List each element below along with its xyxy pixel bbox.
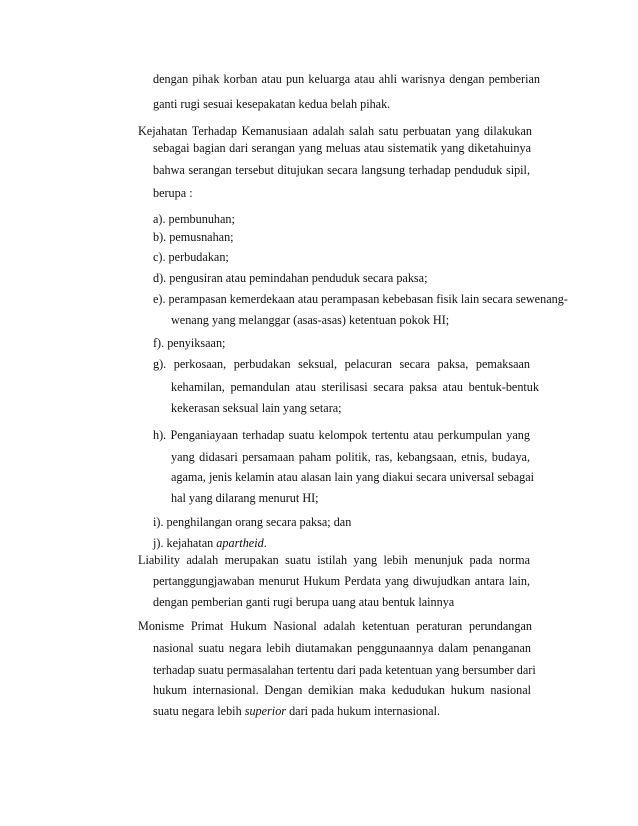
para3-line2: pertanggungjawaban menurut Hukum Perdata yang diwujudkan antara lain, <box>153 574 530 588</box>
para2-line2: sebagai bagian dari serangan yang meluas atau sistematik yang diketahuinya <box>153 141 531 155</box>
para4-line5-italic: superior <box>244 704 287 718</box>
para1-line1: dengan pihak korban atau pun keluarga atau ahli warisnya dengan pemberian <box>153 72 540 86</box>
list-item-h-line3: agama, jenis kelamin atau alasan lain yang diakui secara universal sebagai <box>171 470 534 484</box>
para4-line5 <box>153 704 440 718</box>
list-item-j-italic: apartheid <box>216 536 264 550</box>
list-item-g-line2: kehamilan, pemandulan atau sterilisasi secara paksa atau bentuk-bentuk <box>171 380 539 394</box>
list-item-e-line1: e). perampasan kemerdekaan atau perampasan kebebasan fisik lain secara sewenang- <box>153 292 568 306</box>
list-item-f: f). penyiksaan; <box>153 336 226 350</box>
list-item-h-line2: yang didasari persamaan paham politik, ras, kebangsaan, etnis, budaya, <box>171 450 530 464</box>
list-item-b: b). pemusnahan; <box>153 230 234 244</box>
list-item-g-line1: g). perkosaan, perbudakan seksual, pelacuran secara paksa, pemaksaan <box>153 357 530 371</box>
list-item-h-line1: h). Penganiayaan terhadap suatu kelompok tertentu atau perkumpulan yang <box>153 428 530 442</box>
list-item-e-line2: wenang yang melanggar (asas-asas) ketentuan pokok HI; <box>171 313 450 327</box>
para4-line5-suffix: dari pada hukum internasional. <box>289 704 441 718</box>
list-item-i: i). penghilangan orang secara paksa; dan <box>153 515 352 529</box>
list-item-j-suffix: . <box>263 536 267 550</box>
para3-line1: Liability adalah merupakan suatu istilah yang lebih menunjuk pada norma <box>138 553 530 567</box>
list-item-a: a). pembunuhan; <box>153 212 235 226</box>
list-item-d: d). pengusiran atau pemindahan penduduk secara paksa; <box>153 271 428 285</box>
para4-line2: nasional suatu negara lebih diutamakan penggunaannya dalam penanganan <box>153 641 531 655</box>
para3-line3: dengan pemberian ganti rugi berupa uang atau bentuk lainnya <box>153 595 455 609</box>
para4-line4: hukum internasional. Dengan demikian maka kedudukan hukum nasional <box>153 683 531 697</box>
para4-line5-prefix: suatu negara lebih <box>153 704 242 718</box>
para4-line1: Monisme Primat Hukum Nasional adalah ketentuan peraturan perundangan <box>138 619 532 633</box>
para2-line1: Kejahatan Terhadap Kemanusiaan adalah salah satu perbuatan yang dilakukan <box>138 124 532 138</box>
list-item-h-line4: hal yang dilarang menurut HI; <box>171 491 319 505</box>
para1-line2: ganti rugi sesuai kesepakatan kedua belah pihak. <box>153 97 391 111</box>
list-item-j <box>153 536 267 550</box>
list-item-g-line3: kekerasan seksual lain yang setara; <box>171 401 342 415</box>
para4-line3: terhadap suatu permasalahan tertentu dari pada ketentuan yang bersumber dari <box>153 663 536 677</box>
list-item-j-prefix: j). kejahatan <box>153 536 214 550</box>
list-item-c: c). perbudakan; <box>153 250 229 264</box>
para2-line4: berupa : <box>153 186 193 200</box>
para2-line3: bahwa serangan tersebut ditujukan secara langsung terhadap penduduk sipil, <box>153 163 530 177</box>
